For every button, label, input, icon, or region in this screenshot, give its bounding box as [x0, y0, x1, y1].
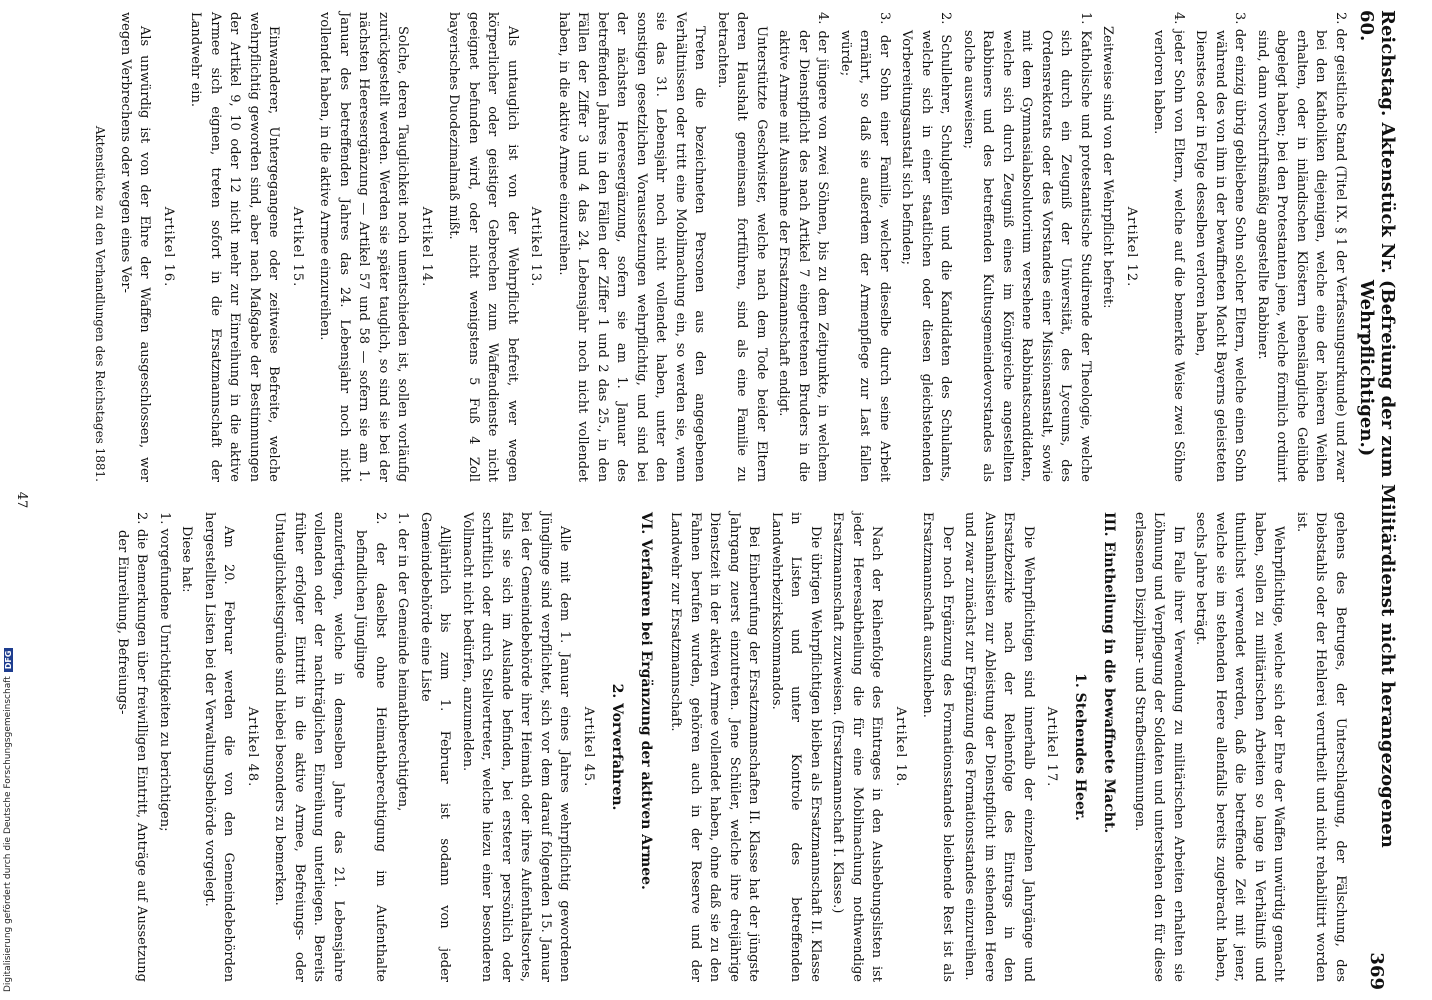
footer-credit [2, 392, 14, 992]
page-number: 47 [14, 491, 29, 509]
paragraph: Diese hat: [179, 526, 195, 593]
subsection-heading: 2. Vorverfahren. [609, 683, 625, 811]
paragraph: anzufertigen, welche in demselben Jahre das 21. Lebensjahre vollenden oder der nachträglichen Einreihung unterliegen. Bereits früher erfolgter Eintritt in die aktive Armee, Befreiungs- oder Untauglichkeitsgründe sind hiebei besonders zu bemerken. [272, 512, 346, 982]
paragraph: gehens des Betruges, der Unterschlagung, der Fälschung, des Diebstahls oder der Hehlerei verurtheilt und nicht rehabilitirt worden ist. [1294, 512, 1348, 982]
paragraph: 2. der geistliche Stand (Titel IX. § 1 der Verfassungsurkunde) und zwar bei den Katholiken diejenigen, welche eine der höheren Weihen erhalten, oder in inländischen Klöstern lebenslängliche Gelübde abgelegt haben; bei den Protestanten jene, welche förmlich ordinirt sind, dann vorschriftsmäßig angestellte Rabbiner. [1255, 12, 1348, 482]
paragraph: Als untauglich ist von der Wehrpflicht befreit, wer wegen körperlicher oder geistiger Gebrechen zum Waffendienste nicht geeignet befunden wird, oder nicht wenigstens 5 Fuß 4 Zoll bayerisches Duodezimalmaß mißt. [446, 12, 520, 482]
closing-line: Aktenstücke zu den Verhandlungen des Reichstages 1881. [93, 125, 108, 482]
paragraph: Der noch Ergänzung des Formationsstandes bleibende Rest ist als Ersatzmannschaft auszuheben. [920, 512, 955, 982]
left-column [40, 12, 1350, 482]
dfg-logo-icon: DFG [4, 648, 13, 673]
paragraph: Als unwürdig ist von der Ehre der Waffen ausgeschlossen, wer wegen Verbrechens oder wegen eines Ver- [118, 12, 153, 482]
paragraph: Alle mit dem 1. Januar eines Jahres wehrpflichtig gewordenen Jünglinge sind verpflichtet, sich vor dem darauf folgenden 15. Januar bei der Gemeindebehörde ihrer Heimath oder ihres Aufenthaltsortes, falls sie sich im Auslande befinden, bei ersterer persönlich oder schriftlich oder durch Stellvertreter, welche hiezu einer besonderen Vollmacht nicht bedürfen, anzumelden. [460, 512, 573, 982]
paragraph: Die übrigen Wehrpflichtigen bleiben als Ersatzmannschaft II. Klasse in Listen und unter Kontrole des betreffenden Landwehrbezirkskommandos. [769, 512, 823, 982]
paragraph: Nach der Reihenfolge des Eintrages in den Aushebungslisten ist jeder Heeresabtheilung die für eine Mobilmachung nothwendige Ersatzmannschaft zuzuweisen. (Ersatzmannschaft I. Klasse.) [830, 512, 885, 982]
paragraph: Bei Einberufung der Ersatzmannschaften II. Klasse hat der jüngste Jahrgang zuerst einzutreten. Jene Schüler, welche ihre dreijährige Dienstzeit in der aktiven Armee vollendet haben, ohne daß sie zu den Fahnen berufen wurden, gehören auch in der Reserve und der Landwehr zur Ersatzmannschaft. [668, 512, 762, 982]
footer-text: Digitalisierung gefördert durch die Deutsche Forschungsgemeinschaft [3, 676, 13, 992]
article-heading: Artikel 12. [1124, 206, 1139, 288]
paragraph: Am 20. Februar werden die von den Gemeindebehörden hergestellten Listen bei der Verwaltungsbehörde vorgelegt. [202, 512, 237, 982]
paragraph: 4. jeder Sohn von Eltern, welche auf die bemerkte Weise zwei Söhne verloren haben. [1151, 12, 1186, 482]
page-header [1356, 10, 1398, 990]
article-heading: Artikel 45. [581, 706, 596, 788]
paragraph: 4. der jüngere von zwei Söhnen, bis zu dem Zeitpunkte, in welchem der Dienstpflicht des nach Artikel 7 eingetretenen Bruders in die aktive Armee mit Ausnahme der Ersatzmannschaft endigt. [776, 12, 831, 482]
paragraph: 3. der Sohn einer Familie, welcher dieselbe durch seine Arbeit ernährt, so daß sie außerdem der Armenpflege zur Last fallen würde; [838, 12, 892, 482]
right-column [40, 512, 1350, 982]
header-left: Reichstag. Aktenstück Nr. 60. [1356, 10, 1398, 274]
subsection-heading: 1. Stehendes Heer. [1072, 673, 1089, 821]
paragraph: 1. der in der Gemeinde heimathberechtigten, [395, 512, 411, 812]
paragraph: Zeitweise sind von der Wehrpflicht befreit: [1100, 26, 1116, 309]
section-heading: III. Eintheilung in die bewaffnete Macht. [1101, 512, 1118, 834]
article-heading: Artikel 18. [893, 706, 908, 788]
article-heading: Artikel 17. [1044, 706, 1060, 788]
paragraph: 1. vorgefundene Unrichtigkeiten zu berichtigen; [157, 512, 172, 832]
article-heading: Artikel 14. [419, 206, 434, 288]
article-heading: Artikel 13. [528, 206, 544, 288]
paragraph: Alljährlich bis zum 1. Februar ist sodann von jeder Gemeindebehörde eine Liste [418, 512, 453, 982]
paragraph: Treten die bezeichneten Personen aus den angegebenen Verhältnissen oder tritt eine Mobilmachung ein, so werden sie, wenn sie das 31. Lebensjahr noch nicht vollendet haben, unter den sonstigen gesetzlichen Voraussetzungen wehrpflichtig, und sind bei der nächsten Heeresergänzung, sofern sie am 1. Januar des betreffenden Jahres in den Fällen der Ziffer 1 und 2 das 25., in den Fällen der Ziffer 3 und 4 das 24. Lebensjahr noch nicht vollendet haben, in die aktive Armee einzureihen. [556, 12, 708, 482]
paragraph: 3. der einzig übrig gebliebene Sohn solcher Eltern, welche einen Sohn während des von ihm in der bewaffneten Macht Bayerns geleisteten Dienstes oder in Folge desselben verloren haben, [1193, 12, 1248, 482]
paragraph: Wehrpflichtige, welche sich der Ehre der Waffen unwürdig gemacht haben, sollen zu militärischen Arbeiten so lange in Verhältniß und thunlichst verwendet werden, daß die betreffende Zeit mit jener, welche sie im stehenden Heere allenfalls bereits zugebracht haben, sechs Jahre beträgt. [1193, 512, 1287, 982]
header-title: (Befreiung der zum Militärdienst nicht herangezogenen Wehrpflichtigen.) [1356, 279, 1398, 848]
header-page-number: 369 [1366, 952, 1388, 990]
paragraph: 2. Schullehrer, Schulgehilfen und die Kandidaten des Schulamts, welche sich in einer staatlichen oder diesen gleichstehenden Vorbereitungsanstalt sich befinden; [899, 12, 954, 482]
paragraph: Unterstützte Geschwister, welche nach dem Tode beider Eltern deren Haushalt gemeinsam fortführen, sind als eine Familie zu betrachten. [715, 12, 769, 482]
article-heading: Artikel 16. [161, 206, 176, 288]
paragraph: Im Falle ihrer Verwendung zu militärischen Arbeiten erhalten sie Löhnung und Verpflegung der Soldaten und unterstehen den für diese erlassenen Disziplinar- und Strafbestimmungen. [1132, 512, 1186, 982]
article-heading: Artikel 48. [245, 706, 260, 788]
paragraph: 2. die Bemerkungen über freiwilligen Eintritt, Anträge auf Aussetzung der Einreihung, Befreiungs- [115, 512, 150, 982]
paragraph: Solche, deren Tauglichkeit noch unentschieden ist, sollen vorläufig zurückgestellt werden. Werden sie später tauglich, so sind sie bei der nächsten Heeresergänzung — Artikel 57 und 58 — sofern sie am 1. Januar des betreffenden Jahres das 24. Lebensjahr noch nicht vollendet haben, in die aktive Armee einzureihen. [317, 12, 411, 482]
article-heading: Artikel 15. [290, 206, 305, 288]
paragraph: 1. Katholische und protestantische Studirende der Theologie, welche sich durch ein Zeugniß der Universität, des Lyceums, des Ordensrektorats oder des Vorstandes einer Missionsanstalt, sowie mit dem Gymnasialabsolutorium versehene Rabbinatscandidaten, welche sich durch Zeugniß eines im Königreiche angestellten Rabbiners und des betreffenden Kultusgemeindevorstandes als solche ausweisen; [961, 12, 1093, 482]
paragraph: Die Wehrpflichtigen sind innerhalb der einzelnen Jahrgänge und Ersatzbezirke nach der Reihenfolge des Eintrags in den Ausnahmslisten zur Ableistung der Dienstpflicht im stehenden Heere und zwar zunächst zur Ergänzung des Formationsstandes einzureihen. [962, 512, 1036, 982]
paragraph: Einwanderer, Untergegangene oder zeitweise Befreite, welche wehrpflichtig geworden sind, aber nach Maßgabe der Bestimmungen der Artikel 9, 10 oder 12 nicht mehr zur Einreihung in die aktive Armee sich eignen, treten sofort in die Ersatzmannschaft der Landwehr ein. [188, 12, 282, 482]
paragraph: 2. der daselbst ohne Heimathberechtigung im Aufenthalte befindlichen Jünglinge [353, 512, 388, 982]
section-heading: VI. Verfahren bei Ergänzung der aktiven Armee. [638, 512, 654, 890]
